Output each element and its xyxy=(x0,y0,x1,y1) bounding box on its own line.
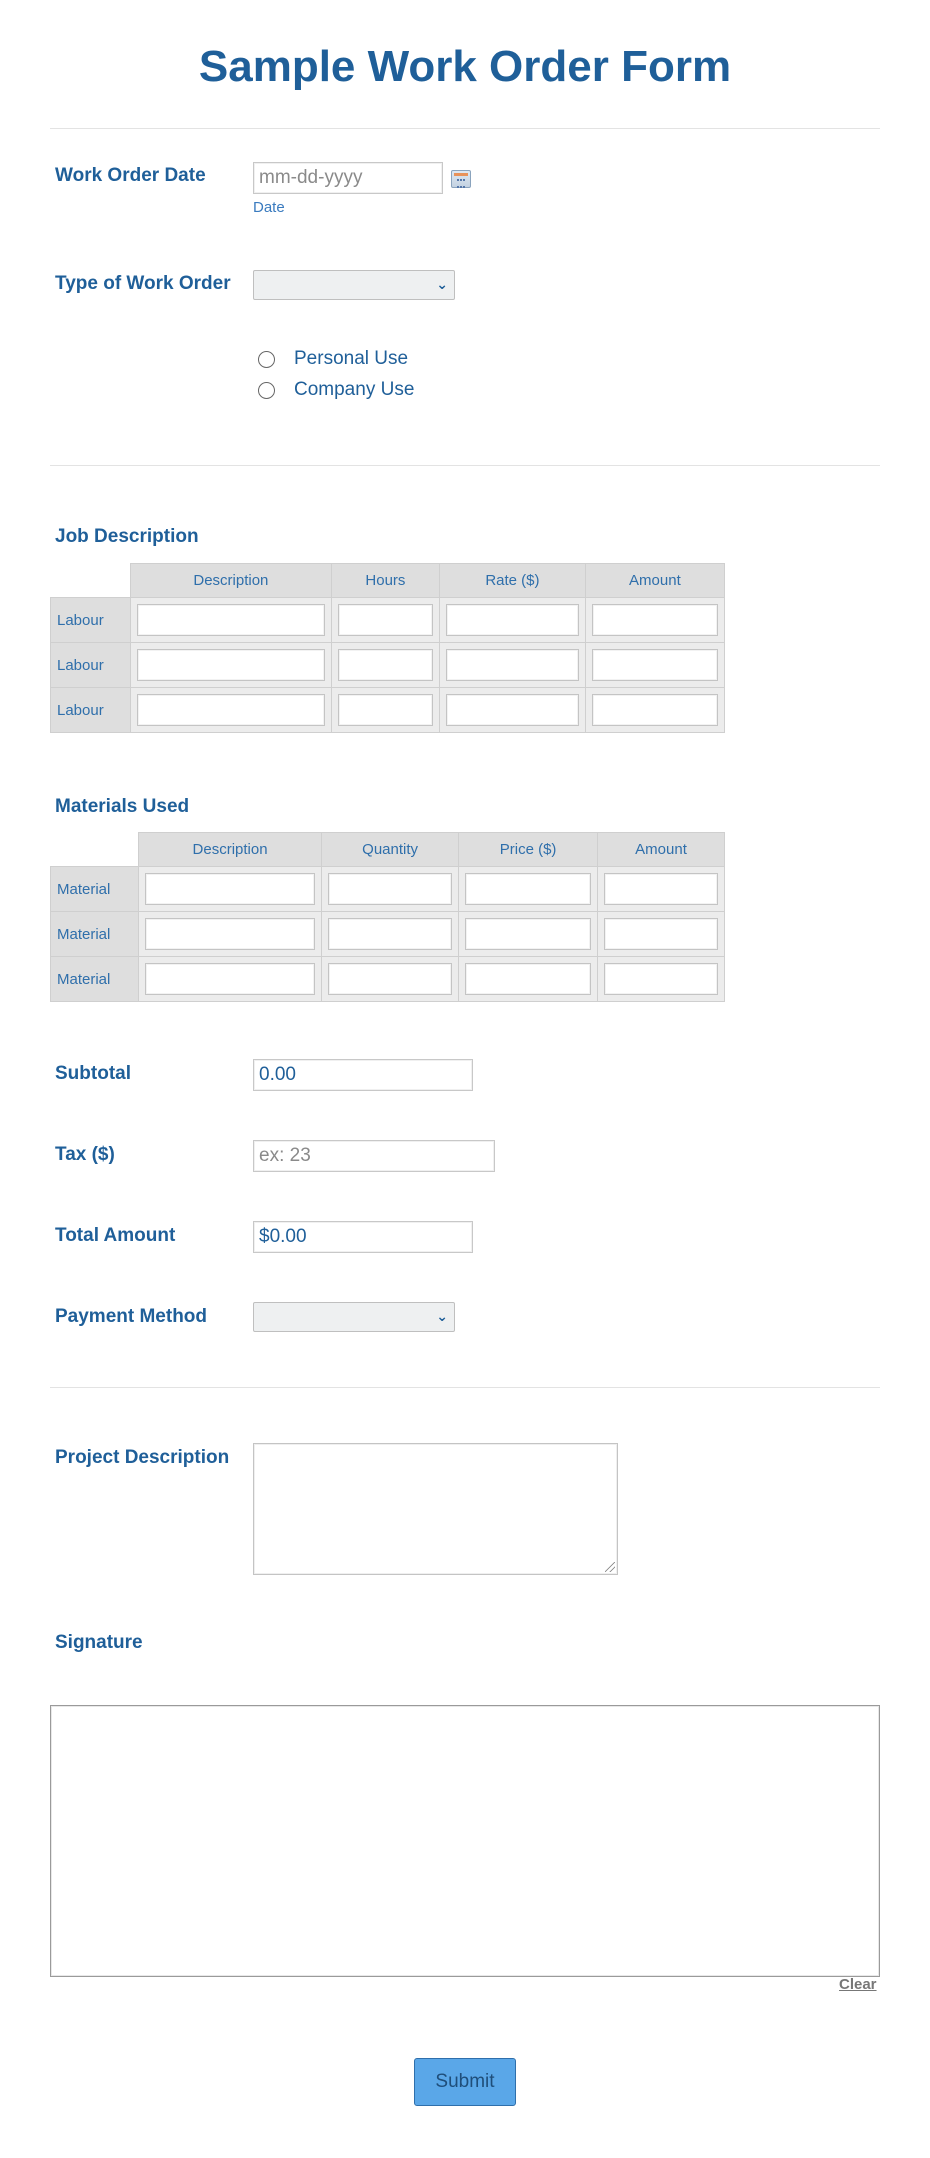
type-of-work-order-select[interactable] xyxy=(253,270,455,300)
description-cell-input[interactable] xyxy=(145,963,315,995)
date-sublabel: Date xyxy=(253,199,285,216)
amount-cell-input[interactable] xyxy=(592,694,718,726)
project-description-label: Project Description xyxy=(55,1447,230,1468)
radio-button[interactable] xyxy=(258,351,275,368)
table-row xyxy=(51,912,725,957)
description-cell-input[interactable] xyxy=(137,649,325,681)
price-cell-input[interactable] xyxy=(465,963,591,995)
description-cell-input[interactable] xyxy=(137,694,325,726)
payment-method-label: Payment Method xyxy=(55,1306,208,1327)
column-header: Rate ($) xyxy=(440,564,586,598)
project-description-textarea[interactable] xyxy=(253,1443,618,1575)
type-of-work-order-label: Type of Work Order xyxy=(55,273,231,294)
clear-signature-link[interactable]: Clear xyxy=(839,1976,877,1993)
divider xyxy=(50,465,880,466)
row-header: Material xyxy=(51,867,139,912)
calendar-icon[interactable] xyxy=(451,170,471,188)
materials-used-title: Materials Used xyxy=(55,796,190,817)
rate-cell-input[interactable] xyxy=(446,694,579,726)
divider xyxy=(50,1387,880,1388)
amount-cell-input[interactable] xyxy=(592,649,718,681)
quantity-cell-input[interactable] xyxy=(328,918,452,950)
chevron-down-icon: ⌄ xyxy=(436,276,448,292)
table-header-row xyxy=(51,564,725,598)
quantity-cell-input[interactable] xyxy=(328,873,452,905)
work-order-date-input[interactable] xyxy=(253,162,443,194)
row-header: Material xyxy=(51,957,139,1002)
hours-cell-input[interactable] xyxy=(338,649,433,681)
rate-cell-input[interactable] xyxy=(446,604,579,636)
total-amount-label: Total Amount xyxy=(55,1225,176,1246)
price-cell-input[interactable] xyxy=(465,918,591,950)
table-row xyxy=(51,957,725,1002)
table-row xyxy=(51,867,725,912)
tax-input[interactable] xyxy=(253,1140,495,1172)
row-header: Labour xyxy=(51,643,131,688)
payment-method-select[interactable] xyxy=(253,1302,455,1332)
column-header: Quantity xyxy=(322,833,459,867)
description-cell-input[interactable] xyxy=(145,918,315,950)
radio-option-personal-use[interactable] xyxy=(258,346,408,372)
hours-cell-input[interactable] xyxy=(338,604,433,636)
corner-cell xyxy=(51,833,139,867)
table-header-row xyxy=(51,833,725,867)
column-header: Description xyxy=(131,564,332,598)
chevron-down-icon: ⌄ xyxy=(436,1308,448,1324)
row-header: Labour xyxy=(51,688,131,733)
column-header: Amount xyxy=(598,833,725,867)
column-header: Hours xyxy=(331,564,439,598)
table-row xyxy=(51,688,725,733)
submit-button[interactable]: Submit xyxy=(414,2058,516,2106)
rate-cell-input[interactable] xyxy=(446,649,579,681)
description-cell-input[interactable] xyxy=(145,873,315,905)
job-description-title: Job Description xyxy=(55,526,199,547)
quantity-cell-input[interactable] xyxy=(328,963,452,995)
amount-cell-input[interactable] xyxy=(604,873,718,905)
radio-label: Company Use xyxy=(294,379,415,400)
corner-cell xyxy=(51,564,131,598)
amount-cell-input[interactable] xyxy=(592,604,718,636)
job-description-table xyxy=(50,563,725,733)
subtotal-field[interactable] xyxy=(253,1059,473,1091)
radio-button[interactable] xyxy=(258,382,275,399)
column-header: Description xyxy=(139,833,322,867)
work-order-date-label: Work Order Date xyxy=(55,165,206,186)
signature-label: Signature xyxy=(55,1632,143,1653)
table-row xyxy=(51,643,725,688)
column-header: Price ($) xyxy=(459,833,598,867)
amount-cell-input[interactable] xyxy=(604,918,718,950)
divider xyxy=(50,128,880,129)
row-header: Labour xyxy=(51,598,131,643)
radio-option-company-use[interactable] xyxy=(258,377,414,403)
table-row xyxy=(51,598,725,643)
radio-label: Personal Use xyxy=(294,348,409,369)
hours-cell-input[interactable] xyxy=(338,694,433,726)
subtotal-label: Subtotal xyxy=(55,1063,131,1084)
form-title: Sample Work Order Form xyxy=(198,42,732,91)
tax-label: Tax ($) xyxy=(55,1144,115,1165)
resize-grip-icon[interactable] xyxy=(605,1562,615,1572)
column-header: Amount xyxy=(585,564,724,598)
price-cell-input[interactable] xyxy=(465,873,591,905)
total-amount-field[interactable] xyxy=(253,1221,473,1253)
description-cell-input[interactable] xyxy=(137,604,325,636)
signature-pad[interactable] xyxy=(50,1705,880,1977)
row-header: Material xyxy=(51,912,139,957)
materials-used-table xyxy=(50,832,725,1002)
amount-cell-input[interactable] xyxy=(604,963,718,995)
